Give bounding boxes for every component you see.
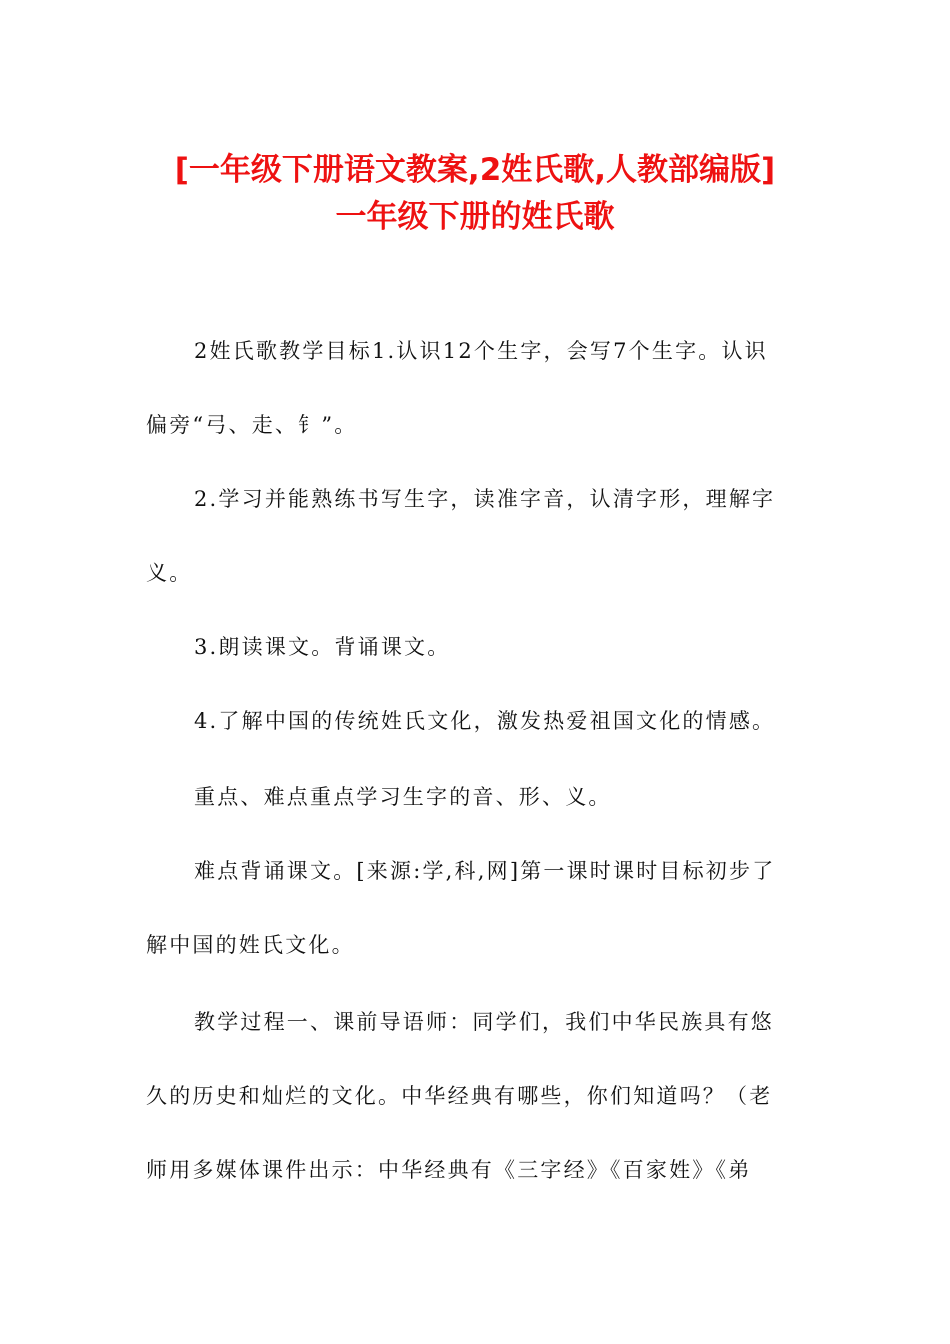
paragraph-line: 重点、难点重点学习生字的音、形、义。 [194,785,612,809]
paragraph-line: 久的历史和灿烂的文化。中华经典有哪些，你们知道吗？（老 [146,1084,773,1108]
paragraph-line: 3.朗读课文。背诵课文。 [194,635,451,659]
document-title-line-1: [一年级下册语文教案,2姓氏歌,人教部编版] [174,152,776,188]
paragraph-line: 2姓氏歌教学目标1.认识12个生字，会写7个生字。认识 [194,339,768,363]
paragraph-line: 解中国的姓氏文化。 [146,933,355,957]
document-title-line-2: 一年级下册的姓氏歌 [335,199,615,235]
paragraph-line: 难点背诵课文。[来源:学,科,网]第一课时课时目标初步了 [194,859,776,883]
paragraph-line: 教学过程一、课前导语师：同学们，我们中华民族具有悠 [194,1010,774,1034]
paragraph-line: 4.了解中国的传统姓氏文化，激发热爱祖国文化的情感。 [194,709,776,733]
paragraph-line: 师用多媒体课件出示：中华经典有《三字经》《百家姓》《弟 [146,1158,752,1182]
paragraph-line: 2.学习并能熟练书写生字，读准字音，认清字形，理解字 [194,487,776,511]
paragraph-line: 义。 [146,561,193,585]
paragraph-line: 偏旁“弓、走、钅”。 [146,413,358,437]
